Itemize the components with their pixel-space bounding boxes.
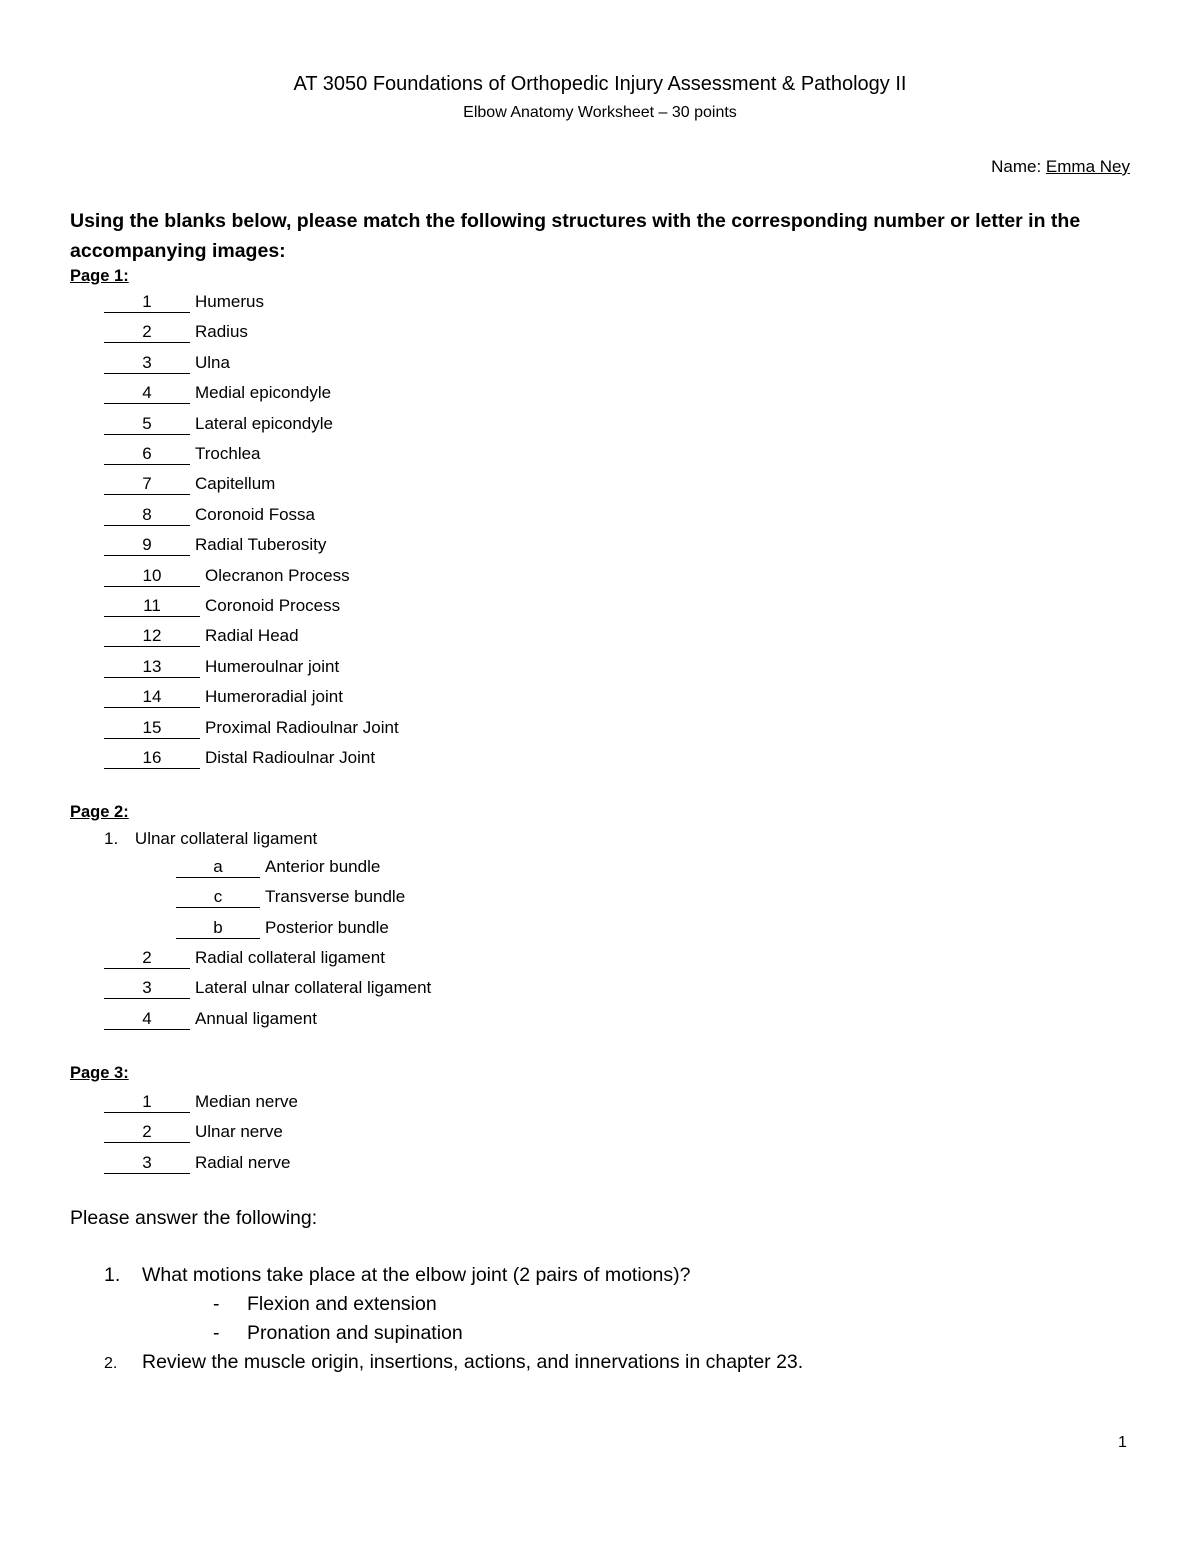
student-name [991, 157, 1130, 177]
structure-label: Radius [195, 322, 248, 342]
answer-row [104, 746, 375, 770]
page2-heading: Page 2: [70, 803, 129, 821]
answer-row [104, 503, 315, 527]
answer-blank[interactable]: 7 [104, 474, 190, 495]
structure-label: Posterior bundle [265, 917, 389, 937]
question-2-number: 2. [104, 1355, 118, 1372]
structure-label: Lateral epicondyle [195, 413, 333, 433]
answer-row [104, 976, 431, 1000]
answer-blank[interactable]: 3 [104, 1153, 190, 1174]
answer-row [104, 716, 399, 740]
structure-label: Radial collateral ligament [195, 948, 385, 967]
page2-list-item [104, 829, 317, 849]
structure-label: Humeroradial joint [205, 687, 343, 707]
question-2 [104, 1351, 803, 1374]
structure-label: Trochlea [195, 444, 261, 463]
structure-label: Capitellum [195, 474, 276, 494]
structure-label: Radial nerve [195, 1152, 291, 1172]
dash: - [213, 1322, 220, 1344]
answer-row [104, 412, 333, 436]
answer-row [104, 655, 339, 679]
answer-row [104, 381, 331, 405]
answer-row [104, 1151, 290, 1175]
answer-row [104, 624, 299, 648]
structure-label: Lateral ulnar collateral ligament [195, 978, 432, 998]
answer-row [104, 946, 385, 970]
structure-label: Distal Radioulnar Joint [205, 748, 376, 767]
page3-heading: Page 3: [70, 1064, 129, 1082]
answer-row [104, 442, 261, 466]
answer-row [104, 472, 275, 496]
answer-blank[interactable]: 3 [104, 353, 190, 374]
structure-label: Radial Head [205, 626, 299, 646]
answer-text: Pronation and supination [247, 1322, 463, 1344]
structure-label: Anterior bundle [265, 857, 381, 876]
structure-label: Annual ligament [195, 1008, 317, 1028]
answer-text: Flexion and extension [247, 1293, 437, 1315]
answer-row [104, 351, 230, 375]
structure-label: Coronoid Fossa [195, 504, 316, 524]
answer-blank[interactable]: 14 [104, 687, 200, 708]
document-title: AT 3050 Foundations of Orthopedic Injury Assessment & Pathology II [293, 73, 907, 95]
answer-blank[interactable]: 8 [104, 505, 190, 526]
answer-blank[interactable]: 15 [104, 718, 200, 739]
answer-blank[interactable]: 1 [104, 292, 190, 313]
answer-blank[interactable]: 3 [104, 978, 190, 999]
structure-label: Olecranon Process [205, 565, 350, 585]
answer-blank[interactable]: a [176, 857, 260, 878]
answer-blank[interactable]: 4 [104, 383, 190, 404]
question-2-text: Review the muscle origin, insertions, actions, and innervations in chapter 23. [142, 1351, 804, 1373]
answer-row [104, 1007, 317, 1031]
answer-blank[interactable]: 2 [104, 322, 190, 343]
answer-blank[interactable]: 9 [104, 535, 190, 556]
answer-blank[interactable]: 6 [104, 444, 190, 465]
answer-row [176, 916, 389, 940]
answer-blank[interactable]: 16 [104, 748, 200, 769]
page1-heading: Page 1: [70, 267, 129, 285]
structure-label: Ulnar nerve [195, 1122, 283, 1142]
structure-label: Humeroulnar joint [205, 656, 340, 676]
answer-blank[interactable]: c [176, 887, 260, 908]
dash: - [213, 1293, 220, 1315]
answer-row [104, 685, 343, 709]
answer-row [176, 855, 380, 879]
name-label: Name: [991, 157, 1042, 176]
instructions: Using the blanks below, please match the following structures with the corresponding number or letter in the accompanying images: [70, 210, 1081, 262]
list-label: Ulnar collateral ligament [134, 829, 318, 848]
answer-row [104, 320, 248, 344]
structure-label: Proximal Radioulnar Joint [205, 717, 399, 737]
answer-row [104, 290, 264, 314]
answer-blank[interactable]: 12 [104, 626, 200, 647]
name-value: Emma Ney [1045, 157, 1130, 176]
question-1-number: 1. [104, 1264, 121, 1286]
answer-blank[interactable]: b [176, 918, 260, 939]
question-1-text: What motions take place at the elbow joint (2 pairs of motions)? [142, 1264, 691, 1286]
answer-blank[interactable]: 13 [104, 657, 200, 678]
answer-1a [213, 1293, 437, 1316]
answer-1b [213, 1322, 463, 1345]
page-number: 1 [1118, 1434, 1127, 1451]
document-subtitle: Elbow Anatomy Worksheet – 30 points [463, 104, 737, 121]
structure-label: Medial epicondyle [195, 383, 332, 403]
structure-label: Transverse bundle [265, 887, 406, 907]
structure-label: Median nerve [195, 1092, 299, 1111]
structure-label: Coronoid Process [205, 596, 341, 615]
list-number: 1. [104, 829, 119, 848]
answer-blank[interactable]: 11 [104, 596, 200, 617]
answer-blank[interactable]: 4 [104, 1009, 190, 1030]
answer-row [104, 564, 350, 588]
answer-row [104, 1090, 298, 1114]
answer-blank[interactable]: 2 [104, 1122, 190, 1143]
question-1 [104, 1264, 690, 1287]
answer-row [104, 533, 326, 557]
answer-blank[interactable]: 1 [104, 1092, 190, 1113]
structure-label: Radial Tuberosity [195, 535, 327, 555]
structure-label: Ulna [195, 352, 230, 372]
answer-row [176, 885, 405, 909]
answer-row [104, 1120, 283, 1144]
questions-heading: Please answer the following: [70, 1207, 318, 1229]
answer-blank[interactable]: 2 [104, 948, 190, 969]
structure-label: Humerus [195, 292, 264, 311]
answer-blank[interactable]: 10 [104, 566, 200, 587]
answer-blank[interactable]: 5 [104, 414, 190, 435]
answer-row [104, 594, 340, 618]
